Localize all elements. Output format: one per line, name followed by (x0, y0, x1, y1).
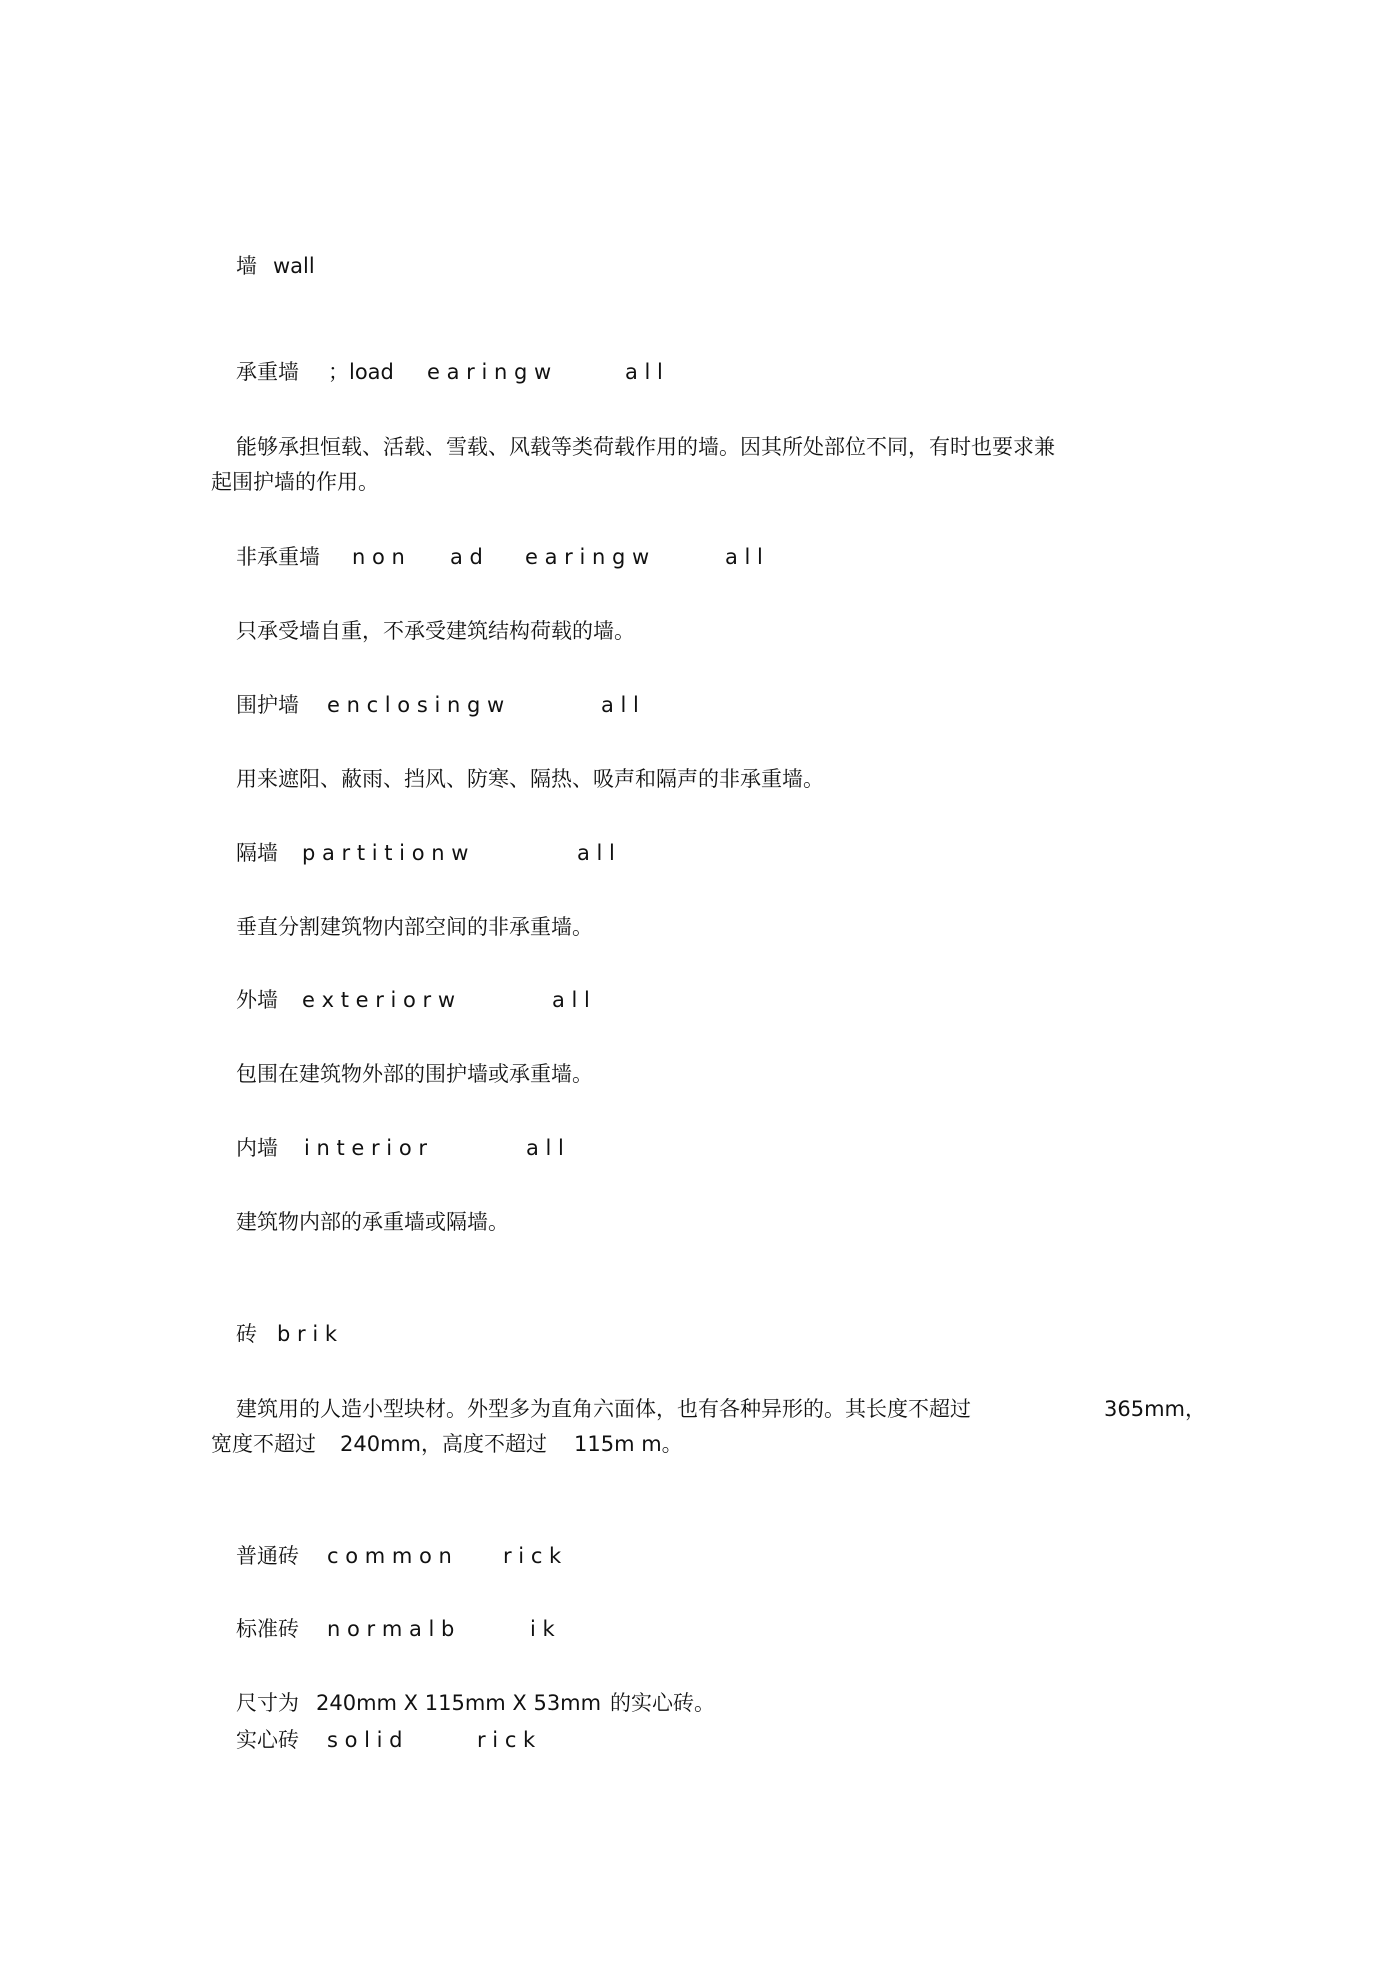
term-en: n o n (352, 545, 405, 569)
term-en: i n t e r i o r (304, 1136, 427, 1160)
definition-text: 只承受墙自重，不承受建筑结构荷载的墙。 (236, 619, 635, 643)
term-zh: 普通砖 (236, 1544, 299, 1568)
definition-text: 能够承担恒载、活载、雪载、风载等类荷载作用的墙。因其所处部位不同，有时也要求兼 (236, 435, 1055, 459)
term-en: a l l (577, 841, 615, 865)
term-zh: 砖 (236, 1322, 257, 1346)
term-en: i k (530, 1617, 555, 1641)
term-en: e x t e r i o r w (302, 988, 456, 1012)
term-en: wall (273, 254, 315, 278)
definition-text: 365mm， (1104, 1397, 1206, 1421)
term-en: b r i k (277, 1322, 337, 1346)
definition-text: 240mm，高度不超过 (340, 1432, 547, 1456)
term-en: ；load (328, 360, 394, 384)
definition-text: 建筑用的人造小型块材。外型多为直角六面体，也有各种异形的。其长度不超过 (236, 1397, 971, 1421)
term-zh: 外墙 (236, 988, 278, 1012)
definition-text: 的实心砖。 (610, 1691, 715, 1715)
definition-text: 包围在建筑物外部的围护墙或承重墙。 (236, 1062, 593, 1086)
term-zh: 墙 (236, 254, 257, 278)
definition-text: 起围护墙的作用。 (211, 470, 379, 494)
term-en: a d (450, 545, 483, 569)
term-zh: 隔墙 (236, 841, 278, 865)
definition-text: 尺寸为 (236, 1691, 299, 1715)
definition-text: 宽度不超过 (211, 1432, 316, 1456)
term-en: r i c k (477, 1728, 536, 1752)
term-zh: 内墙 (236, 1136, 278, 1160)
term-en: a l l (625, 360, 663, 384)
term-en: e n c l o s i n g w (327, 693, 505, 717)
definition-text: 用来遮阳、蔽雨、挡风、防寒、隔热、吸声和隔声的非承重墙。 (236, 767, 824, 791)
definition-text: 115m m。 (574, 1432, 683, 1456)
term-en: a l l (526, 1136, 564, 1160)
term-en: a l l (725, 545, 763, 569)
term-en: n o r m a l b (327, 1617, 455, 1641)
term-zh: 标准砖 (236, 1617, 299, 1641)
term-zh: 承重墙 (236, 360, 299, 384)
definition-text: 垂直分割建筑物内部空间的非承重墙。 (236, 915, 593, 939)
definition-text: 建筑物内部的承重墙或隔墙。 (236, 1210, 509, 1234)
term-en: e a r i n g w (525, 545, 650, 569)
term-en: a l l (552, 988, 590, 1012)
definition-text: 240mm X 115mm X 53mm (316, 1691, 602, 1715)
term-zh: 围护墙 (236, 693, 299, 717)
term-en: e a r i n g w (427, 360, 552, 384)
term-en: p a r t i t i o n w (302, 841, 469, 865)
term-en: a l l (601, 693, 639, 717)
term-zh: 实心砖 (236, 1728, 299, 1752)
term-en: s o l i d (327, 1728, 403, 1752)
term-en: r i c k (503, 1544, 562, 1568)
term-zh: 非承重墙 (236, 545, 320, 569)
term-en: c o m m o n (327, 1544, 452, 1568)
